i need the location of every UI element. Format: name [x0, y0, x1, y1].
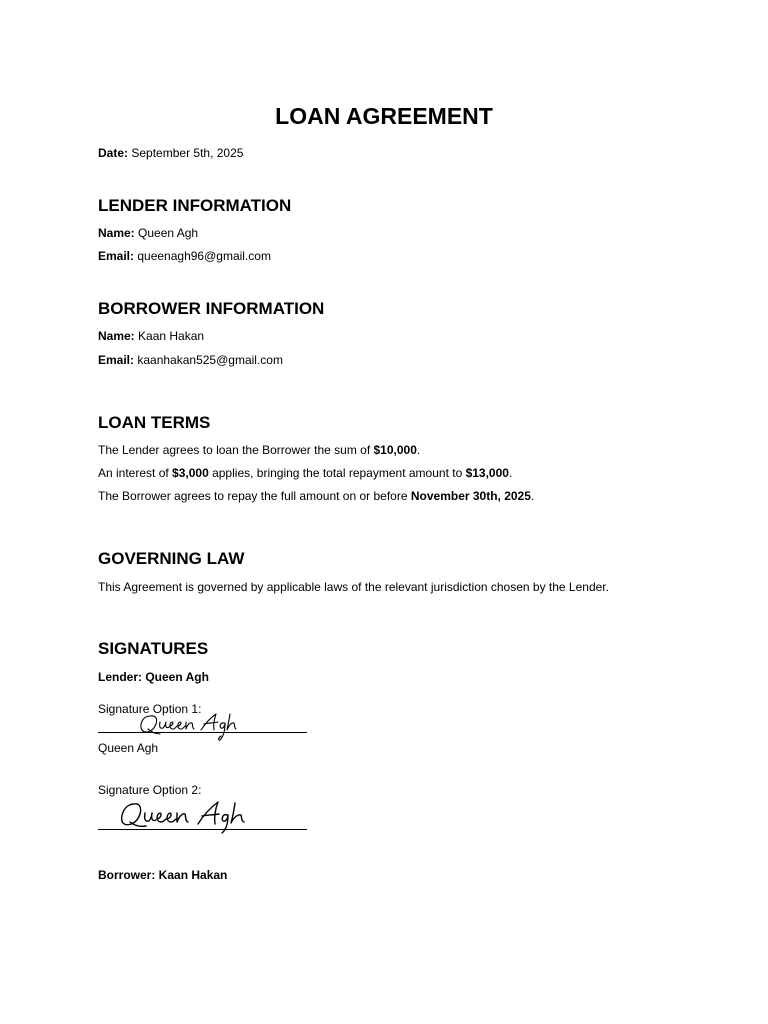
- lender-signature-label: Lender: Queen Agh: [98, 670, 209, 684]
- loan-terms-line-3-text: The Borrower agrees to repay the full amount on or before: [98, 489, 411, 503]
- loan-terms-line-2-text: An interest of: [98, 466, 173, 480]
- lender-heading: LENDER INFORMATION: [98, 196, 292, 215]
- date-label: Date:: [98, 146, 129, 160]
- loan-amount: $10,000: [373, 443, 417, 457]
- total-repayment-amount: $13,000: [465, 466, 509, 480]
- signature-option-2-label: Signature Option 2:: [98, 783, 202, 797]
- loan-terms-line-2-mid: applies, bringing the total repayment amount to: [208, 466, 466, 480]
- loan-terms-line-3-end: .: [530, 489, 535, 503]
- borrower-email-line: [98, 352, 283, 368]
- borrower-email-value: kaanhakan525@gmail.com: [137, 353, 283, 367]
- loan-terms-line-2-end: .: [508, 466, 513, 480]
- document-title: LOAN AGREEMENT: [275, 103, 493, 129]
- repayment-due-date: November 30th, 2025: [410, 489, 531, 503]
- loan-terms-heading: LOAN TERMS: [98, 413, 211, 432]
- lender-email-line: [98, 248, 271, 264]
- loan-terms-line-1-text: The Lender agrees to loan the Borrower the sum of: [98, 443, 374, 457]
- signature-option-1-label: Signature Option 1:: [98, 702, 202, 716]
- borrower-name-label: Name:: [98, 329, 135, 343]
- governing-law-text: This Agreement is governed by applicable laws of the relevant jurisdiction chosen by the Lender.: [98, 580, 609, 594]
- borrower-email-label: Email:: [98, 353, 135, 367]
- borrower-name-value: Kaan Hakan: [138, 329, 205, 343]
- borrower-name-line: [98, 328, 204, 344]
- loan-terms-line-2: [98, 465, 512, 481]
- date-line: [98, 145, 243, 161]
- loan-terms-line-1-end: .: [416, 443, 421, 457]
- lender-name-value: Queen Agh: [138, 226, 199, 240]
- signature-option-2-line: [98, 829, 307, 830]
- governing-law-heading: GOVERNING LAW: [98, 549, 245, 568]
- borrower-signature-label: Borrower: Kaan Hakan: [98, 868, 228, 882]
- signature-option-1-line: [98, 732, 307, 733]
- loan-terms-line-3: [98, 488, 534, 504]
- lender-name-label: Name:: [98, 226, 135, 240]
- lender-email-label: Email:: [98, 249, 135, 263]
- date-value: September 5th, 2025: [131, 146, 244, 160]
- lender-name-line: [98, 225, 198, 241]
- loan-terms-line-1: [98, 442, 420, 458]
- interest-amount: $3,000: [172, 466, 209, 480]
- borrower-heading: BORROWER INFORMATION: [98, 299, 325, 318]
- lender-email-value: queenagh96@gmail.com: [137, 249, 271, 263]
- signature-option-1-printed-name: Queen Agh: [98, 741, 159, 755]
- signatures-heading: SIGNATURES: [98, 639, 209, 658]
